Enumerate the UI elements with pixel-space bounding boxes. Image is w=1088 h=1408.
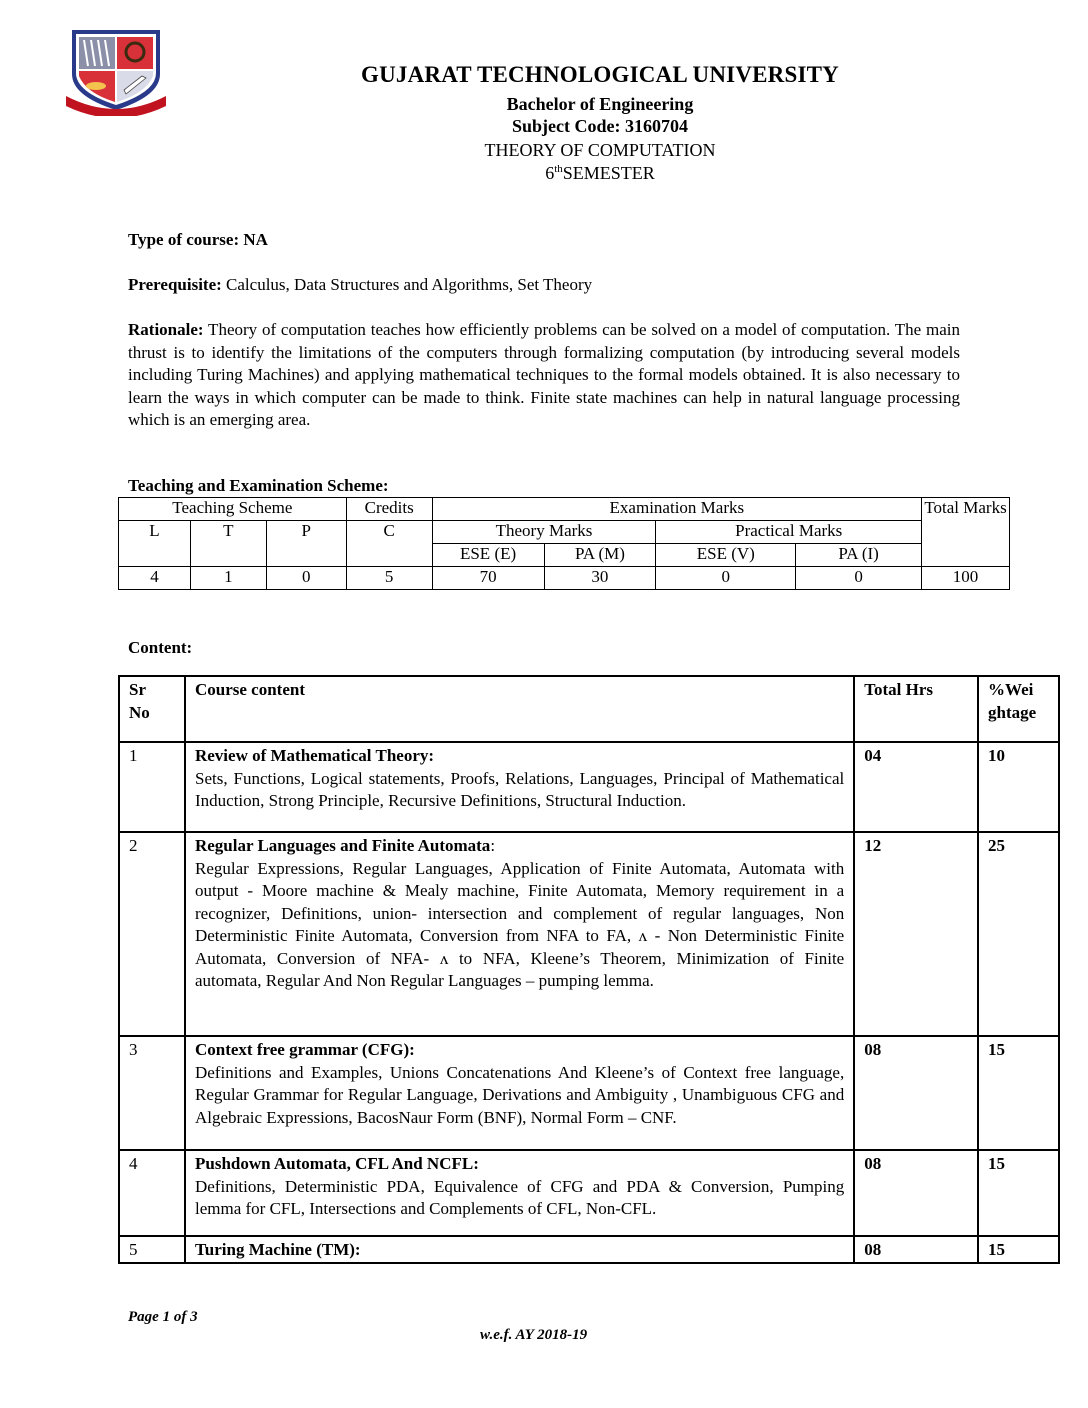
degree-name: Bachelor of Engineering (506, 94, 694, 114)
col-ese-e: ESE (E) (432, 544, 544, 567)
scheme-table (118, 497, 1010, 590)
col-c: C (346, 521, 432, 567)
row-sr: 4 (119, 1150, 185, 1236)
row-weight: 15 (978, 1236, 1059, 1263)
page-number: Page 1 of 3 (128, 1309, 198, 1325)
content-row (119, 832, 1059, 1036)
course-type (128, 229, 960, 252)
row-sr: 3 (119, 1036, 185, 1150)
content-row (119, 1036, 1059, 1150)
semester (290, 162, 910, 184)
row-weight: 15 (978, 1150, 1059, 1236)
row-body: Definitions, Deterministic PDA, Equivalence of CFG and PDA & Conversion, Pumping lemma for CFL, Intersections and Complements of CFL, Non-CFL. (194, 1176, 845, 1218)
row-hrs: 08 (854, 1036, 978, 1150)
content-row (119, 1150, 1059, 1236)
header-course-content: Course content (185, 676, 854, 742)
row-content (185, 1150, 854, 1236)
value-pa-i: 0 (796, 567, 922, 590)
semester-number: 6 (545, 163, 555, 183)
row-title-suffix: : (490, 836, 496, 855)
row-body: Regular Expressions, Regular Languages, Application of Finite Automata, Automata with output - Moore machine & Mealy machine, Finite Automata, Memory requirement in a recognizer, Definitions, union- intersection and complement of regular languages, Non Deterministic Finite Automata, Conversion from NFA to FA, ʌ - Non Deterministic Finite Automata, Conversion of NFA- ʌ to NFA, Kleene’s Theorem, Minimization of Finite automata, Regular And Non Regular Languages – pumping lemma. (194, 858, 845, 990)
value-ese-e: 70 (432, 567, 544, 590)
value-pa-m: 30 (544, 567, 656, 590)
gtu-crest-icon (66, 26, 166, 116)
row-sr: 1 (119, 742, 185, 832)
col-l: L (119, 521, 191, 567)
rationale-value: Theory of computation teaches how efficiently problems can be solved on a model of computation. The main thrust is to identify the limitations of the computers through formalizing computation (by introducing several models including Turing Machines) and applying mathematical techniques to the formal models obtained. It is also necessary to learn the ways in which computer can be made to think. Finite state machines can help in natural language processing which is an emerging area. (128, 320, 960, 429)
row-weight: 15 (978, 1036, 1059, 1150)
header-sr-no: Sr No (119, 676, 185, 742)
rationale (128, 319, 960, 432)
row-body: Definitions and Examples, Unions Concatenations And Kleene’s of Context free language, Regular Grammar for Regular Language, Derivations and Ambiguity , Unambiguous CFG and Algebraic Expressions, BacosNaur Form (BNF), Normal Form – CNF. (194, 1062, 845, 1127)
value-c: 5 (346, 567, 432, 590)
effective-year: w.e.f. AY 2018-19 (480, 1327, 588, 1343)
row-content (185, 1236, 854, 1263)
row-weight: 25 (978, 832, 1059, 1036)
row-hrs: 08 (854, 1150, 978, 1236)
prerequisite-label: Prerequisite: (128, 275, 222, 294)
col-pa-i: PA (I) (796, 544, 922, 567)
header-total-hrs: Total Hrs (854, 676, 978, 742)
subject-code: Subject Code: 3160704 (512, 116, 688, 136)
course-type-label: Type of course: (128, 230, 240, 249)
course-type-value: NA (239, 230, 268, 249)
value-ese-v: 0 (656, 567, 796, 590)
header-total-marks: Total Marks (922, 498, 1010, 567)
row-title: Pushdown Automata, CFL And NCFL: (194, 1154, 479, 1173)
subject-name: THEORY OF COMPUTATION (484, 140, 716, 160)
row-hrs: 04 (854, 742, 978, 832)
col-pa-m: PA (M) (544, 544, 656, 567)
scheme-title: Teaching and Examination Scheme: (128, 476, 389, 495)
header-credits: Credits (346, 498, 432, 521)
content-header-row (119, 676, 1059, 742)
col-ese-v: ESE (V) (656, 544, 796, 567)
row-title: Turing Machine (TM): (194, 1240, 361, 1259)
row-hrs: 12 (854, 832, 978, 1036)
value-p: 0 (266, 567, 346, 590)
row-title: Context free grammar (CFG): (194, 1040, 415, 1059)
content-row (119, 742, 1059, 832)
university-logo (66, 26, 166, 116)
content-title: Content: (128, 638, 193, 657)
row-body: Sets, Functions, Logical statements, Proofs, Relations, Languages, Principal of Mathematical Induction, Strong Principle, Recursive Definitions, Structural Induction. (194, 768, 845, 810)
rationale-label: Rationale: (128, 320, 204, 339)
row-hrs: 08 (854, 1236, 978, 1263)
row-title: Regular Languages and Finite Automata (194, 836, 491, 855)
row-title: Review of Mathematical Theory: (194, 746, 435, 765)
semester-suffix: th (554, 163, 563, 175)
value-l: 4 (119, 567, 191, 590)
value-t: 1 (190, 567, 266, 590)
header-exam-marks: Examination Marks (432, 498, 921, 521)
row-content (185, 832, 854, 1036)
row-content (185, 742, 854, 832)
row-weight: 10 (978, 742, 1059, 832)
prerequisite (128, 274, 960, 297)
header-teaching-scheme: Teaching Scheme (119, 498, 347, 521)
col-p: P (266, 521, 346, 567)
university-name: GUJARAT TECHNOLOGICAL UNIVERSITY (360, 62, 839, 87)
semester-label: SEMESTER (562, 163, 655, 183)
prerequisite-value: Calculus, Data Structures and Algorithms, Set Theory (221, 275, 593, 294)
col-t: T (190, 521, 266, 567)
row-sr: 2 (119, 832, 185, 1036)
row-sr: 5 (119, 1236, 185, 1263)
scheme-values-row (119, 567, 1010, 590)
header-weightage: %Wei ghtage (978, 676, 1059, 742)
row-content (185, 1036, 854, 1150)
content-row (119, 1236, 1059, 1263)
header-practical-marks: Practical Marks (656, 521, 922, 544)
header-theory-marks: Theory Marks (432, 521, 656, 544)
value-total: 100 (922, 567, 1010, 590)
content-table (118, 675, 1060, 1264)
